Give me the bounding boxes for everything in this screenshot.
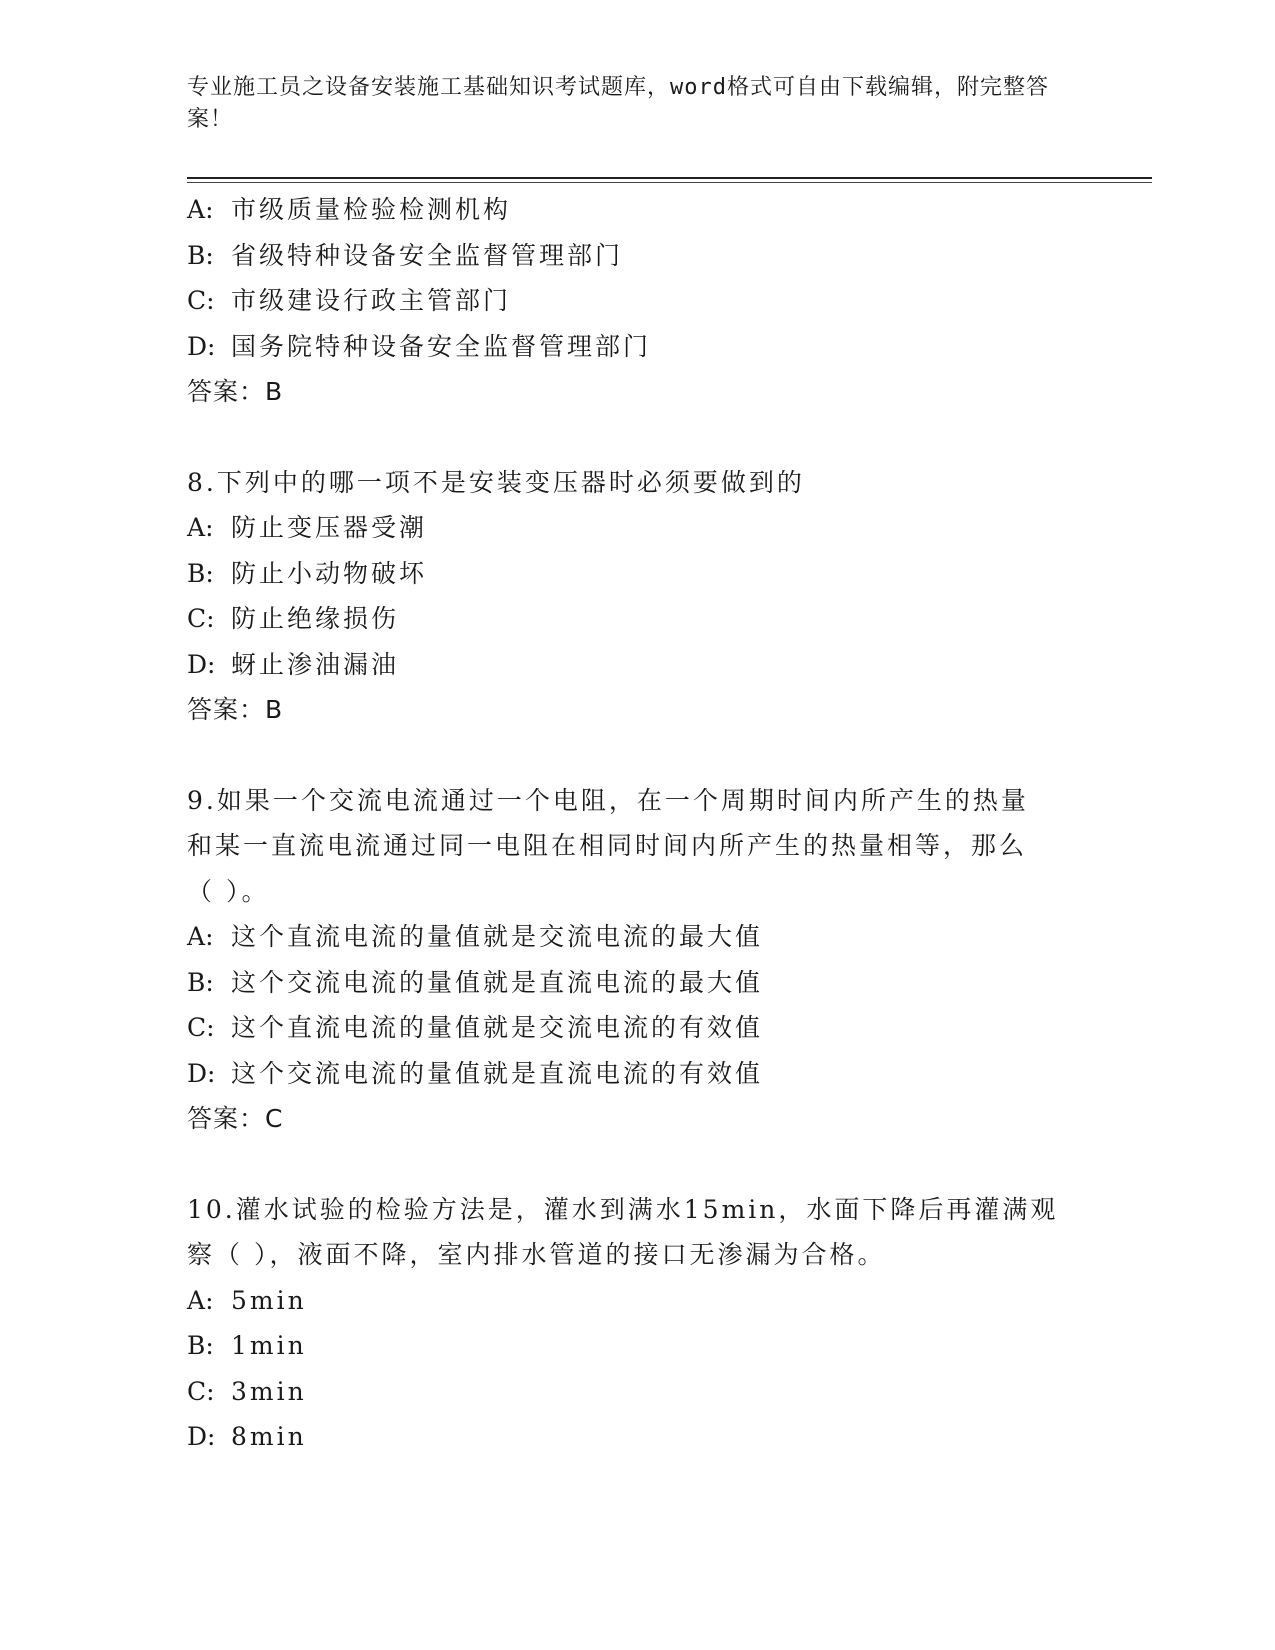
question-text-line-3: （ ）。	[187, 876, 270, 906]
question-text: 8.下列中的哪一项不是安装变压器时必须要做到的	[187, 467, 805, 497]
option-d	[187, 324, 1087, 370]
answer-line: 答案：B	[187, 695, 284, 724]
option-c	[187, 278, 1087, 324]
option-text: 这个直流电流的量值就是交流电流的有效值	[231, 1013, 764, 1042]
option-c	[187, 1005, 1087, 1051]
document-header	[187, 72, 1067, 136]
option-letter: B :	[187, 551, 231, 597]
option-text: 防止变压器受潮	[231, 513, 428, 542]
option-text: 5min	[231, 1285, 307, 1315]
answer-line: 答案：B	[187, 377, 284, 406]
header-text: 专业施工员之设备安装施工基础知识考试题库，word格式可自由下载编辑，附完整答案！	[187, 75, 1049, 132]
option-text: 防止绝缘损伤	[231, 604, 400, 633]
option-text: 防止小动物破坏	[231, 558, 428, 588]
option-a	[187, 187, 1087, 233]
option-letter: D :	[187, 642, 231, 688]
spacer	[187, 733, 1087, 778]
spacer	[187, 1142, 1087, 1187]
answer-line: 答案：C	[187, 1104, 284, 1133]
option-b	[187, 233, 1087, 279]
option-text: 这个交流电流的量值就是直流电流的最大值	[231, 967, 764, 997]
option-letter: A :	[187, 1278, 231, 1324]
option-a	[187, 914, 1087, 960]
option-text: 这个交流电流的量值就是直流电流的有效值	[231, 1058, 764, 1088]
question-9-block	[187, 778, 1087, 1142]
option-text: 国务院特种设备安全监督管理部门	[231, 331, 652, 361]
option-d	[187, 1414, 1087, 1460]
option-letter: B :	[187, 960, 231, 1006]
question-text-line-2: 察（ ），液面不降，室内排水管道的接口无渗漏为合格。	[187, 1240, 886, 1269]
option-text: 3min	[231, 1376, 307, 1406]
question-8-block	[187, 460, 1087, 733]
option-a	[187, 505, 1087, 551]
option-b	[187, 551, 1087, 597]
option-text: 1min	[231, 1331, 307, 1360]
option-letter: A :	[187, 914, 231, 960]
option-d	[187, 1051, 1087, 1097]
option-b	[187, 1323, 1087, 1369]
option-letter: C :	[187, 1005, 231, 1051]
option-b	[187, 960, 1087, 1006]
option-text: 蚜止渗油漏油	[231, 649, 400, 679]
question-text-line-1: 9.如果一个交流电流通过一个电阻，在一个周期时间内所产生的热量	[187, 785, 1029, 815]
option-text: 省级特种设备安全监督管理部门	[231, 240, 624, 270]
option-letter: C :	[187, 278, 231, 324]
option-text: 这个直流电流的量值就是交流电流的最大值	[231, 922, 764, 951]
option-letter: D :	[187, 1414, 231, 1460]
option-letter: D :	[187, 1051, 231, 1097]
spacer	[187, 415, 1087, 460]
question-text-line-1: 10.灌水试验的检验方法是，灌水到满水15min，水面下降后再灌满观	[187, 1194, 1059, 1224]
option-letter: A :	[187, 187, 231, 233]
header-divider-thin	[187, 182, 1152, 183]
question-list	[187, 187, 1087, 1460]
option-letter: B :	[187, 233, 231, 279]
question-10-block	[187, 1187, 1087, 1460]
option-text: 8min	[231, 1422, 307, 1451]
header-divider-thick	[187, 177, 1152, 179]
option-text: 市级质量检验检测机构	[231, 195, 512, 224]
option-d	[187, 642, 1087, 688]
option-letter: C :	[187, 1369, 231, 1415]
option-letter: A :	[187, 505, 231, 551]
option-a	[187, 1278, 1087, 1324]
option-letter: C :	[187, 596, 231, 642]
question-7-block	[187, 187, 1087, 415]
option-letter: D :	[187, 324, 231, 370]
question-text-line-2: 和某一直流电流通过同一电阻在相同时间内所产生的热量相等，那么	[187, 831, 1028, 860]
option-c	[187, 596, 1087, 642]
option-text: 市级建设行政主管部门	[231, 286, 512, 315]
option-letter: B :	[187, 1323, 231, 1369]
option-c	[187, 1369, 1087, 1415]
